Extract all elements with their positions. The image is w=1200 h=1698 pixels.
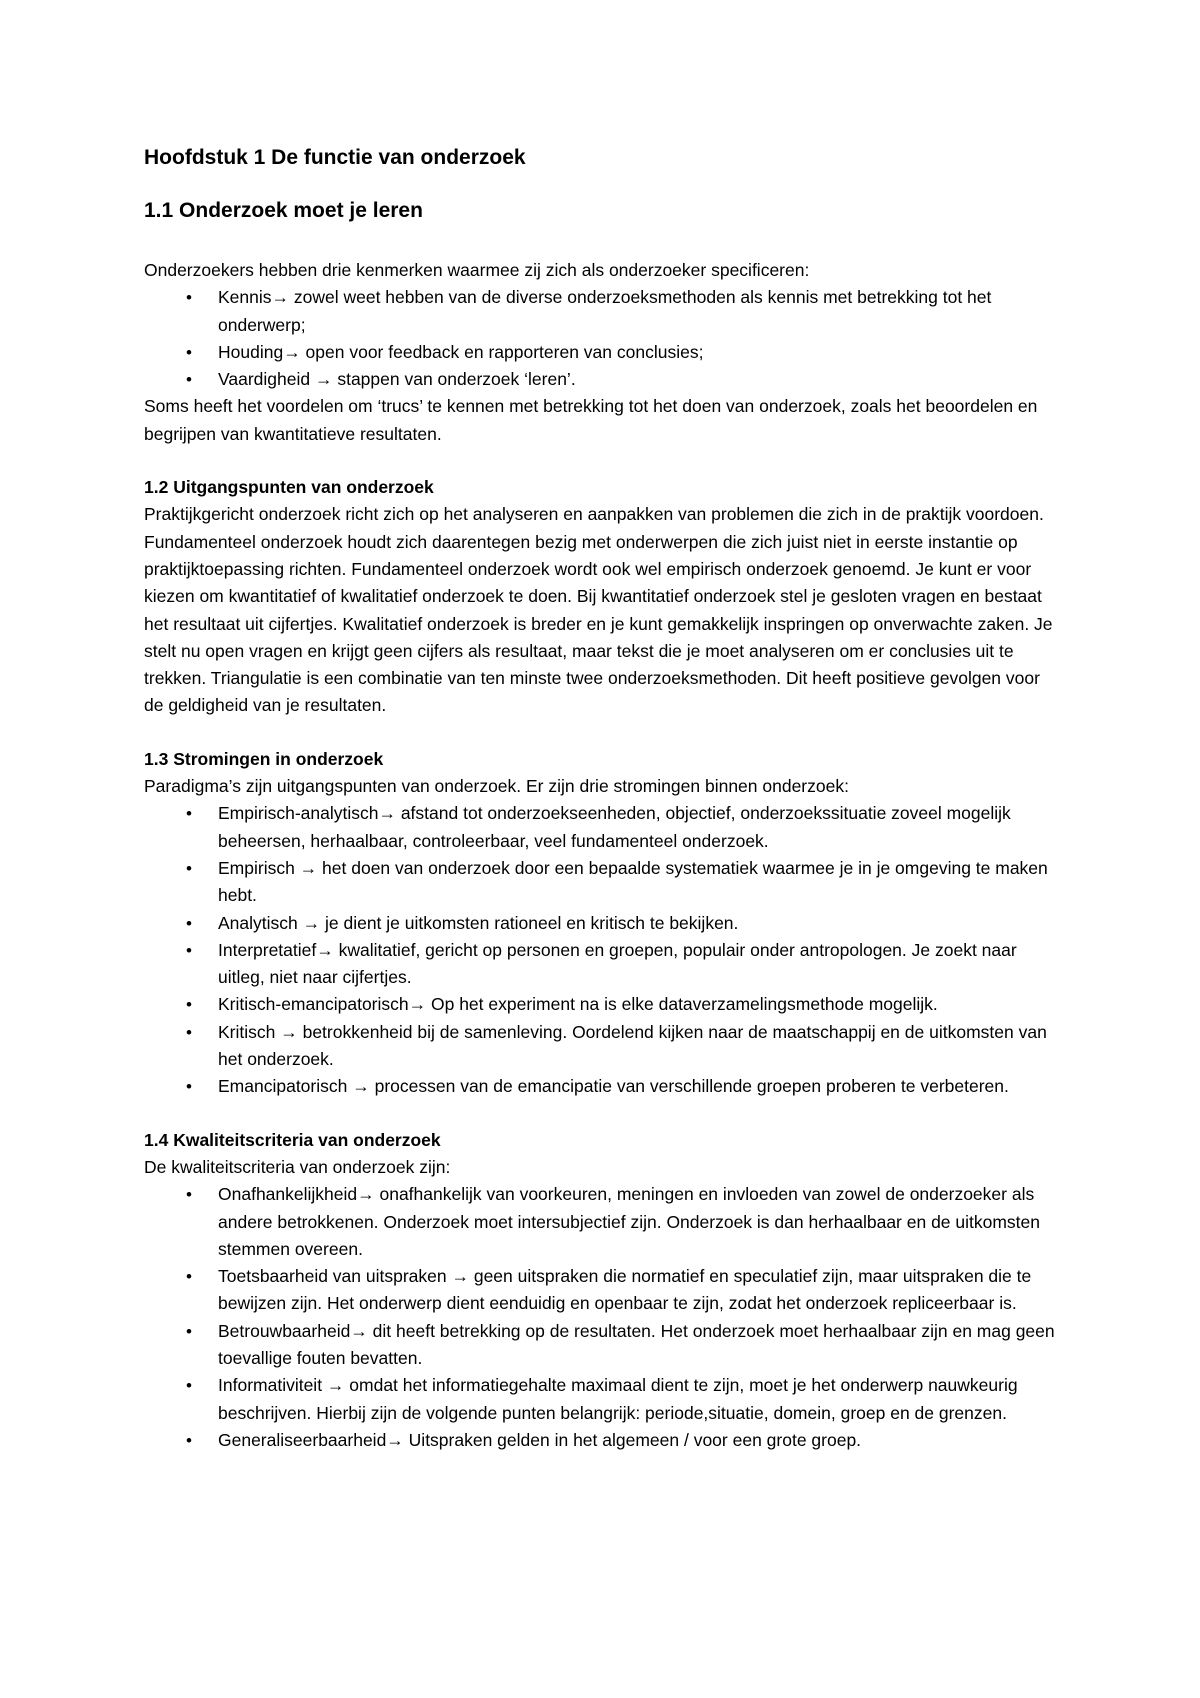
list-item: • Generaliseerbaarheid→ Uitspraken gelden in het algemeen / voor een grote groep. xyxy=(144,1427,1064,1454)
bullet-icon: • xyxy=(186,1022,192,1042)
list-item: • Toetsbaarheid van uitspraken → geen uitspraken die normatief en speculatief zijn, maar uitspraken die te bewijzen zijn. Het onderwerp dient eenduidig en openbaar te zijn, zodat het onderzoek repliceerbaar is. xyxy=(144,1263,1064,1318)
bullet-icon: • xyxy=(186,1430,192,1450)
list-item: • Vaardigheid → stappen van onderzoek ‘leren’. xyxy=(144,366,1064,393)
list-item: • Houding→ open voor feedback en rapporteren van conclusies; xyxy=(144,339,1064,366)
bullet-icon: • xyxy=(186,995,192,1015)
spacer xyxy=(144,1101,1064,1127)
list-item: • Analytisch → je dient je uitkomsten rationeel en kritisch te bekijken. xyxy=(144,910,1064,937)
bullet-icon: • xyxy=(186,804,192,824)
section-1-heading: 1.1 Onderzoek moet je leren xyxy=(144,199,423,222)
section-4-list xyxy=(144,1181,1064,1454)
bullet-icon: • xyxy=(186,858,192,878)
list-item: • Interpretatief→ kwalitatief, gericht op personen en groepen, populair onder antropologen. Je zoekt naar uitleg, niet naar cijfertjes. xyxy=(144,937,1064,992)
document-page xyxy=(144,140,1064,1454)
list-item: • Empirisch → het doen van onderzoek door een bepaalde systematiek waarmee je in je omgeving te maken hebt. xyxy=(144,855,1064,910)
list-item: • Betrouwbaarheid→ dit heeft betrekking op de resultaten. Het onderzoek moet herhaalbaar zijn en mag geen toevallige fouten bevatten. xyxy=(144,1318,1064,1373)
section-4-intro: De kwaliteitscriteria van onderzoek zijn: xyxy=(144,1156,451,1177)
bullet-icon: • xyxy=(186,940,192,960)
list-item: • Kennis→ zowel weet hebben van de diverse onderzoeksmethoden als kennis met betrekking tot het onderwerp; xyxy=(144,284,1064,339)
bullet-icon: • xyxy=(186,1185,192,1205)
spacer xyxy=(144,230,1064,257)
bullet-icon: • xyxy=(186,1321,192,1341)
chapter-title: Hoofdstuk 1 De functie van onderzoek xyxy=(144,146,526,169)
list-item: • Onafhankelijkheid→ onafhankelijk van voorkeuren, meningen en invloeden van zowel de onderzoeker als andere betrokkenen. Onderzoek moet intersubjectief zijn. Onderzoek is dan herhaalbaar en de uitkomsten stemmen overeen. xyxy=(144,1181,1064,1263)
section-1-list xyxy=(144,284,1064,393)
list-item: • Empirisch-analytisch→ afstand tot onderzoekseenheden, objectief, onderzoekssituatie zoveel mogelijk beheersen, herhaalbaar, controleerbaar, veel fundamenteel onderzoek. xyxy=(144,800,1064,855)
section-1-intro: Onderzoekers hebben drie kenmerken waarmee zij zich als onderzoeker specificeren: xyxy=(144,260,810,280)
bullet-icon: • xyxy=(186,1077,192,1097)
section-3-list xyxy=(144,800,1064,1100)
section-4-heading: 1.4 Kwaliteitscriteria van onderzoek xyxy=(144,1129,441,1150)
spacer xyxy=(144,448,1064,474)
bullet-icon: • xyxy=(186,342,192,362)
list-item: • Emancipatorisch → processen van de emancipatie van verschillende groepen proberen te verbeteren. xyxy=(144,1073,1064,1100)
bullet-icon: • xyxy=(186,370,192,390)
bullet-icon: • xyxy=(186,1376,192,1396)
section-3-heading: 1.3 Stromingen in onderzoek xyxy=(144,748,384,769)
list-item: • Kritisch → betrokkenheid bij de samenleving. Oordelend kijken naar de maatschappij en de uitkomsten van het onderzoek. xyxy=(144,1019,1064,1074)
list-item: • Informativiteit → omdat het informatiegehalte maximaal dient te zijn, moet je het onderwerp nauwkeurig beschrijven. Hierbij zijn de volgende punten belangrijk: periode,situatie, domein, groep en de grenzen. xyxy=(144,1372,1064,1427)
bullet-icon: • xyxy=(186,1267,192,1287)
section-1-outro: Soms heeft het voordelen om ‘trucs’ te kennen met betrekking tot het doen van onderzoek, zoals het beoordelen en begrijpen van kwantitatieve resultaten. xyxy=(144,396,1038,444)
bullet-icon: • xyxy=(186,913,192,933)
bullet-icon: • xyxy=(186,288,192,308)
section-2-heading: 1.2 Uitgangspunten van onderzoek xyxy=(144,477,434,498)
section-3-intro: Paradigma’s zijn uitgangspunten van onderzoek. Er zijn drie stromingen binnen onderzoek: xyxy=(144,776,849,797)
list-item: • Kritisch-emancipatorisch→ Op het experiment na is elke dataverzamelingsmethode mogelijk. xyxy=(144,991,1064,1018)
spacer xyxy=(144,720,1064,746)
section-2-body: Praktijkgericht onderzoek richt zich op het analyseren en aanpakken van problemen die zich in de praktijk voordoen. Fundamenteel onderzoek houdt zich daarentegen bezig met onderwerpen die zich juist niet in eerste instantie op praktijktoepassing richten. Fundamenteel onderzoek wordt ook wel empirisch onderzoek genoemd. Je kunt er voor kiezen om kwantitatief of kwalitatief onderzoek te doen. Bij kwantitatief onderzoek stel je gesloten vragen en bestaat het resultaat uit cijfertjes. Kwalitatief onderzoek is breder en je kunt gemakkelijk inspringen op onverwachte zaken. Je stelt nu open vragen en krijgt geen cijfers als resultaat, maar tekst die je moet analyseren om er conclusies uit te trekken. Triangulatie is een combinatie van ten minste twee onderzoeksmethoden. Dit heeft positieve gevolgen voor de geldigheid van je resultaten. xyxy=(144,504,1053,716)
